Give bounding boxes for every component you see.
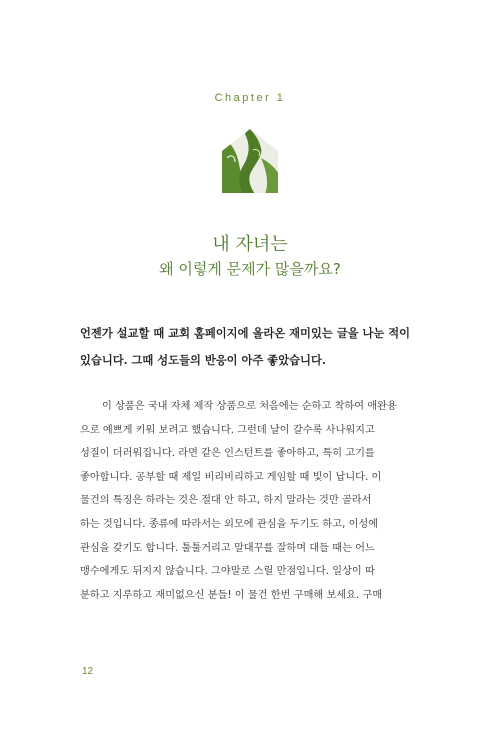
body-line: 맹수에게도 뒤지지 않습니다. 그야말로 스릴 만점입니다. 일상이 따: [80, 566, 375, 578]
body-line: 이 상품은 국내 자체 제작 상품으로 처음에는 순하고 착하여 애완용: [102, 401, 397, 412]
lead-line: 있습니다. 그때 성도들의 반응이 아주 좋았습니다.: [80, 353, 326, 367]
body-paragraph: [80, 395, 440, 607]
body-line: 하는 것입니다. 종류에 따라서는 외모에 관심을 두기도 하고, 이성에: [80, 518, 379, 530]
body-line: 분하고 지루하고 재미없으신 분들! 이 물건 한번 구매해 보세요. 구매: [80, 589, 383, 601]
lead-line: 언젠가 설교할 때 교회 홈페이지에 올라온 재미있는 글을 나눈 적이: [80, 326, 411, 340]
body-line: 좋아합니다. 공부할 때 제일 비리비리하고 게임할 때 빛이 납니다. 이: [80, 471, 382, 483]
chapter-subtitle: 왜 이렇게 문제가 많을까요?: [159, 260, 341, 278]
body-line: 성질이 더러워집니다. 라면 같은 인스턴트를 좋아하고, 특히 고기를: [80, 448, 375, 460]
page-number: 12: [82, 666, 94, 677]
house-leaf-icon: [221, 128, 279, 194]
lead-paragraph: [80, 320, 440, 374]
body-line: 물건의 특징은 하라는 것은 절대 안 하고, 하지 말라는 것만 골라서: [80, 495, 372, 507]
chapter-title: 내 자녀는: [212, 234, 288, 255]
body-line: 관심을 갖기도 합니다. 툴툴거리고 말대꾸를 잘하며 대들 때는 어느: [80, 542, 375, 554]
chapter-label: Chapter 1: [214, 92, 286, 104]
body-line: 으로 예쁘게 키워 보려고 했습니다. 그런데 날이 갈수록 사나워지고: [80, 424, 375, 436]
